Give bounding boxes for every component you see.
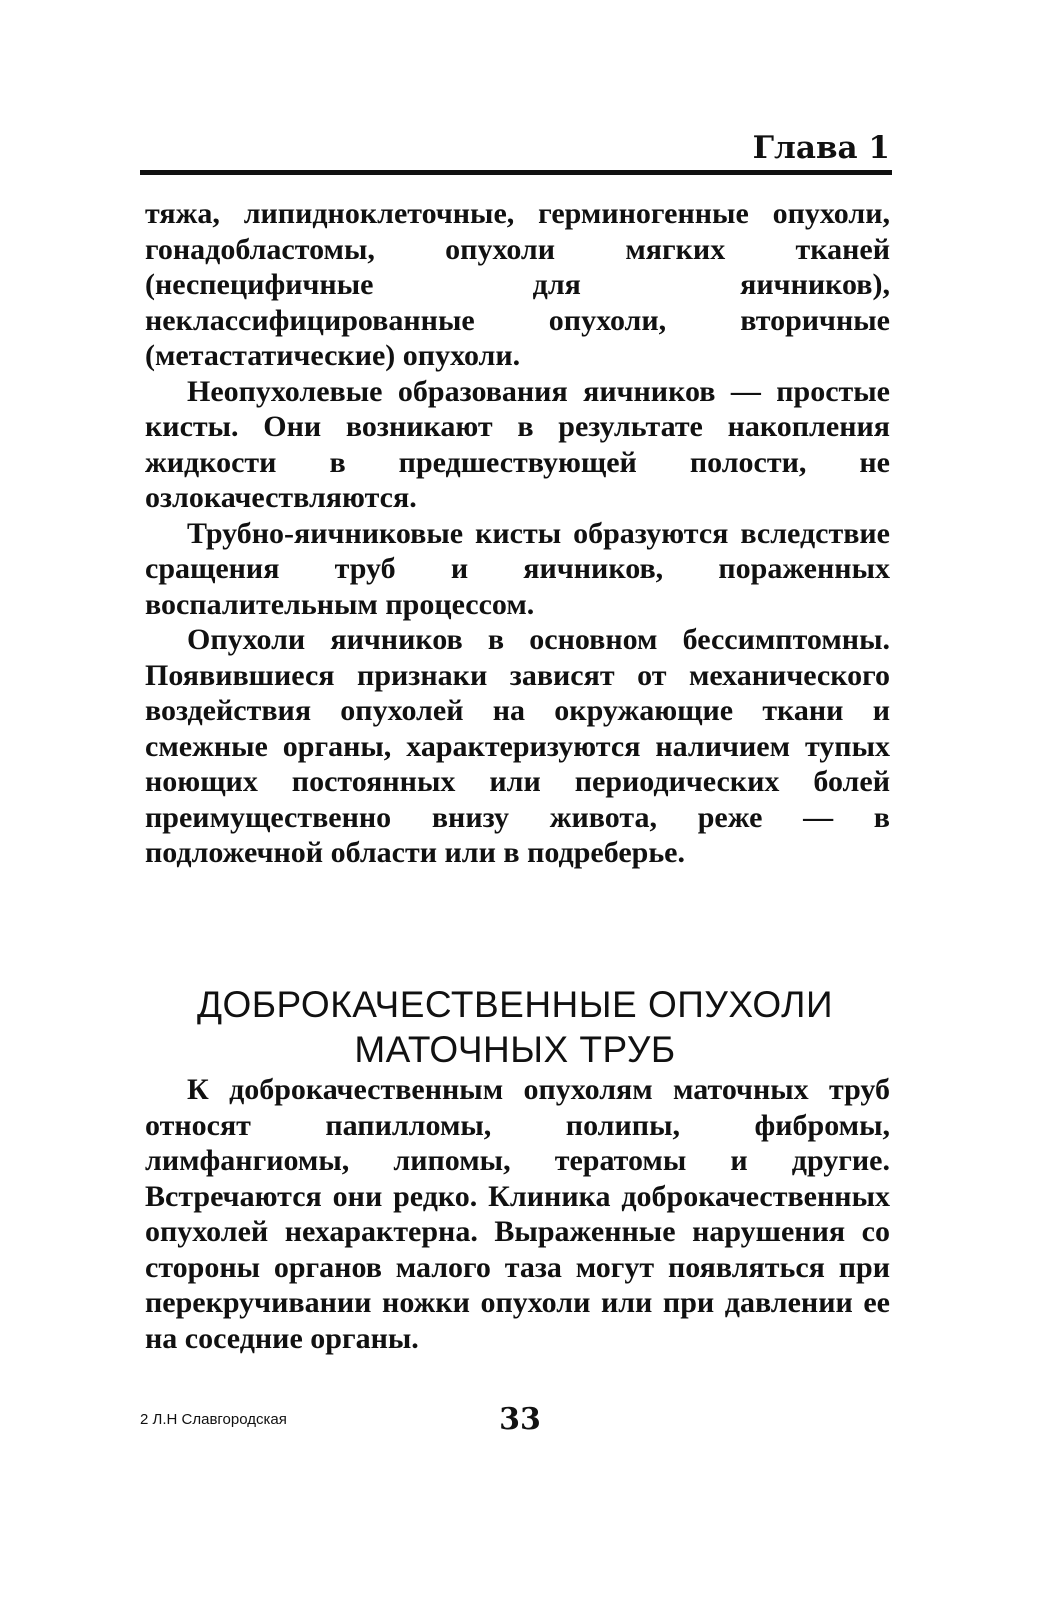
paragraph-symptoms: Опухоли яичников в основном бессимптомны. Появившиеся признаки зависят от механического воздействия опухолей на окружающие ткани и смежные органы, характеризуются наличием тупых ноющих постоянных или периодических болей преимущественно внизу живота, реже — в подложечной области или в подреберье. [145,623,890,869]
paragraph-continuation: тяжа, липидноклеточные, герминогенные опухоли, гонадобластомы, опухоли мягких тканей (неспецифичные для яичников), неклассифицированные опухоли, вторичные (метастатические) опухоли. [145,197,890,372]
running-head: Глава 1 [752,130,890,166]
paragraph-nontumor-formations: Неопухолевые образования яичников — простые кисты. Они возникают в результате накопления жидкости в предшествующей полости, не озлокачествляются. [145,374,890,514]
text-block-ovary [145,196,890,871]
paragraph-benign-tube-tumors: К доброкачественным опухолям маточных труб относят папилломы, полипы, фибромы, лимфангиомы, липомы, тератомы и другие. Встречаются они редко. Клиника доброкачественных опухолей нехарактерна. Выраженные нарушения со стороны органов малого таза могут появляться при перекручивании ножки опухоли или при давлении ее на соседние органы. [145,1073,890,1355]
text-block-tubes [145,1072,890,1356]
section-heading-line-1: ДОБРОКАЧЕСТВЕННЫЕ ОПУХОЛИ [196,984,834,1025]
header-rule [140,170,892,175]
page-number: 33 [499,1402,541,1437]
section-heading [140,982,890,1072]
signature-note: 2 Л.Н Славгородская [140,1411,287,1428]
paragraph-tubo-ovarian-cysts: Трубно-яичниковые кисты образуются вследствие сращения труб и яичников, пораженных воспалительным процессом. [145,516,890,621]
section-heading-line-2: МАТОЧНЫХ ТРУБ [354,1029,676,1070]
